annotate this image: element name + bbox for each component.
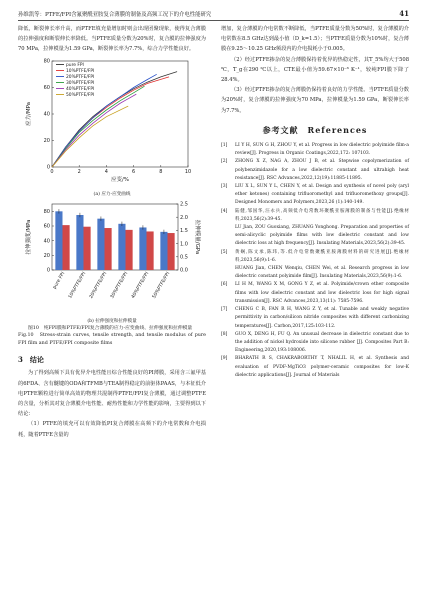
figure-caption-cn: 图10 纯FPI膜和PTFE/FPI复合薄膜的应力-应变曲线、拉伸强度和拉伸模量 <box>28 326 193 332</box>
y-tick-label: 20 <box>43 252 50 259</box>
reference-number <box>221 265 235 281</box>
x-tick-label: 4 <box>104 168 108 175</box>
reference-item <box>221 224 409 249</box>
strength-bar <box>118 224 125 270</box>
y-tick-label: 40 <box>43 238 50 245</box>
references-list <box>221 142 409 380</box>
reference-item <box>221 331 409 356</box>
reference-text: HUANG Jian, CHEN Wenqiu, CHEN Wei, et al. Research progress in low dielectric constant polyimide film[J]. Insulating Materials,2023,56(9):1-6. <box>235 266 409 280</box>
y-tick-label: 0 <box>46 164 50 171</box>
series-line <box>52 86 145 167</box>
y-tick-label: 60 <box>43 223 50 230</box>
y2-tick-label: 0.0 <box>180 267 188 274</box>
legend-label: 50%PTFE/FPI <box>66 92 95 98</box>
reference-item <box>221 183 409 208</box>
tensile-bar-chart <box>18 198 206 314</box>
reference-text: 陆健,邹国华,汪永兵,高频低介电常数环聚酰亚胺薄膜的制备与性能[J].绝缘材料,2023,56(2):39-45. <box>235 208 409 222</box>
reference-item <box>221 142 409 158</box>
right-column <box>221 24 409 380</box>
reference-text: LIU X L, SUN Y L, CHEN Y, et al. Design and synthesis of novel poly (aryl ether ketones) containing trifluoromethyl and trifluoromethoxy groups[J]. Designed Monomers and Polymers,2023,26 (1):140-149. <box>235 184 409 206</box>
reference-item <box>221 281 409 306</box>
series-line <box>52 106 128 167</box>
reference-number: [4] <box>221 208 228 214</box>
reference-text: 黄娴,陈文承,陈玮,等.低介电常数聚酰亚胺薄膜材料的研究进展[J].绝缘材料,2023,56(9):1-6. <box>235 249 409 263</box>
plot-frame <box>52 204 178 270</box>
panel-a-label: (a) 应力-应变曲线 <box>93 191 131 197</box>
category-label: 50%PTFE/FPI <box>152 271 172 300</box>
y2-tick-label: 1.0 <box>180 241 188 248</box>
reference-text: GUO X, DENG H, FU Q. An unusual decrease in dielectric constant due to the addition of nickel hydroxide into silicone rubber [J]. Composites Part B: Engineering,2020,193:108006. <box>235 331 409 354</box>
legend-label: 20%PTFE/FPI <box>66 74 95 80</box>
modulus-bar <box>105 228 112 270</box>
category-label: pure FPI <box>52 271 67 290</box>
left-para-3: （1）PTFE的填充可以有效降低PI复合薄膜在高频下的介电常数和介电损耗，随着PTFE含量的 <box>18 421 206 438</box>
y2-tick-label: 2.0 <box>180 214 188 221</box>
modulus-bar <box>84 227 91 270</box>
legend-label: 40%PTFE/FPI <box>66 86 95 92</box>
right-para-1: 增加，复合薄膜的介电常数不断降低，当PTFE质量分数为50%时，复合薄膜的介电常数在8.5 GHz达到最小值（D_k=1.5）；当PTFE质量分数为10%时，复合薄膜在9.25～10.25 GHz频段内的介电损耗小于0.005。 <box>221 26 409 53</box>
left-para-2: 为了得到高频下具有优异介电性能且综合性能良好的PI薄膜，采用含三氟甲基的6FDA、含有醚键的ODA和TFMB与TEA制得稳定的前驱体PAAS，与本征低介电PTFE颗粒进行简单高效的物理共混制得PTFE/FPI复合薄膜，通过调整PTFE的含量，分析其对复合薄膜介电性能、耐热性能和力学性能的影响，主要得到以下结论： <box>18 370 206 418</box>
left-para-1: 降低，断裂伸长率升高，而PTFE填充量增加时则会出现团聚现象，使得复合薄膜的拉伸强度和断裂伸长率降低。当PTFE质量分数为20%时，复合膜的拉伸强度为70 MPa，拉伸模量为1.59 GPa，断裂伸长率为7.7%，综合力学性能良好。 <box>18 26 206 53</box>
y-axis-label: 拉伸强度/MPa <box>26 219 32 255</box>
strength-bar <box>97 218 104 269</box>
category-label: 40%PTFE/FPI <box>131 271 151 300</box>
y-tick-label: 80 <box>43 208 50 215</box>
legend-label: pure FPI <box>66 62 84 68</box>
strength-bar <box>139 227 146 270</box>
strength-bar <box>76 215 83 270</box>
reference-text: ZHONG X Z, NAG A, ZHOU J B, et al. Stepwise copolymerization of polybenzimidazole for a low dielectric constant and ultrahigh heat resistance[J]. RSC Advances,2022,12(19):11885-11895. <box>235 159 409 181</box>
reference-number: [7] <box>221 307 228 313</box>
modulus-bar <box>63 225 70 270</box>
reference-text: LI Y H, SUN G H, ZHOU Y, et al. Progress in low dielectric polyimide film-a review[J]. Progress in Organic Coatings,2022,172: 107103. <box>235 143 409 157</box>
x-tick-label: 6 <box>132 168 136 175</box>
x-tick-label: 10 <box>184 168 192 175</box>
running-title: 孙维凯等：PTFE/FPI含氟聚酰亚胺复合薄膜的制备及高频工况下的介电性能研究 <box>18 12 212 18</box>
x-tick-label: 8 <box>159 168 163 175</box>
reference-number: [8] <box>221 331 228 337</box>
x-tick-label: 0 <box>50 168 54 175</box>
modulus-bar <box>126 230 133 270</box>
category-label: 30%PTFE/FPI <box>110 271 130 300</box>
legend-label: 10%PTFE/FPI <box>66 68 95 74</box>
x-tick-label: 2 <box>77 168 81 175</box>
y2-tick-label: 2.5 <box>180 201 188 208</box>
reference-text: BHARATH R S, CHAKRABORTHY T, NHALIL H, et al. Synthesis and evaluation of PVDF-MgTiO3 polymer-ceramic composites for low-K dielectric applications[J]. Journal of Materials <box>235 356 409 378</box>
category-label: 20%PTFE/FPI <box>89 271 109 300</box>
y-tick-label: 20 <box>43 137 50 144</box>
legend-label: 30%PTFE/FPI <box>66 80 95 86</box>
right-para-2: （2）经过PTFE掺杂的复合薄膜保持着优异的热稳定性，其T_5%均大于508 ℃，T_g在290 ℃以上，CTE最小值为59.67×10⁻⁶ K⁻¹，较纯FPI膜下降了28.4%。 <box>221 56 409 84</box>
reference-item <box>221 306 409 331</box>
reference-item <box>221 355 409 380</box>
reference-text: LU Jian, ZOU Guoxiang, ZHUANG Yonghong. Preparation and properties of semi-alicyclic polyimide films with low dielectric constant and low dielectric loss at high frequency[J]. Insulating Materials,2023,56(2):39-45. <box>235 225 409 247</box>
category-label: 10%PTFE/FPI <box>68 271 88 300</box>
x-axis-label: 应变/% <box>110 176 130 183</box>
reference-item <box>221 208 409 224</box>
y-tick-label: 0 <box>46 267 50 274</box>
reference-number: [9] <box>221 356 228 362</box>
y2-tick-label: 0.5 <box>180 254 188 261</box>
y-tick-label: 60 <box>43 84 50 91</box>
figure-10 <box>18 55 206 348</box>
section-heading-conclusion: 3 结论 <box>18 355 44 365</box>
series-line <box>52 94 136 167</box>
reference-number <box>221 224 235 249</box>
y-tick-label: 80 <box>43 58 50 65</box>
panel-b-label: (b) 拉伸强度和拉伸模量 <box>87 319 137 325</box>
running-header <box>18 4 409 21</box>
modulus-bar <box>168 233 175 270</box>
y2-tick-label: 1.5 <box>180 227 188 234</box>
reference-item <box>221 158 409 183</box>
reference-number: [1] <box>221 143 228 149</box>
reference-text: CHENG C B, FAN R H, WANG Z Y, et al. Tunable and weakly negative permittivity in carbon/silicon nitride composites with different carbonizing temperatures[J]. Carbon,2017,125:103-112. <box>235 307 409 329</box>
references-heading: 参考文献 References <box>262 124 368 135</box>
reference-number: [3] <box>221 184 228 190</box>
page-number: 41 <box>399 9 409 18</box>
strength-bar <box>160 232 167 270</box>
y-tick-label: 40 <box>43 111 50 118</box>
stress-strain-chart <box>18 55 206 187</box>
y-axis-label: 应力/MPa <box>26 101 32 126</box>
reference-number: [5] <box>221 249 228 255</box>
y2-axis-label: 拉伸模量/GPa <box>194 219 200 255</box>
reference-text: LI H M, WANG X M, GONG Y Z, et al. Polyimide/crown ether composite films with low dielectric constant and low dielectric loss for high signal transmission[J]. RSC Advances,2023,13(11): 7585-7596. <box>235 282 409 304</box>
left-column <box>18 24 206 440</box>
modulus-bar <box>147 231 154 270</box>
reference-item <box>221 265 409 281</box>
strength-bar <box>55 211 62 270</box>
reference-item <box>221 249 409 265</box>
reference-number: [6] <box>221 282 228 288</box>
reference-number: [2] <box>221 159 228 165</box>
figure-caption-en: Fig.10 Stress-strain curves, tensile strength, and tensile modulus of pure FPI film and PTFE/FPI composite films <box>18 333 206 346</box>
right-para-3: （3）经过PTFE掺杂的复合薄膜仍保持着良好的力学性能。当PTFE质量分数为20%时，复合薄膜的拉伸强度为70 MPa，拉伸模量为1.59 GPa，断裂伸长率为7.7%。 <box>221 87 409 114</box>
